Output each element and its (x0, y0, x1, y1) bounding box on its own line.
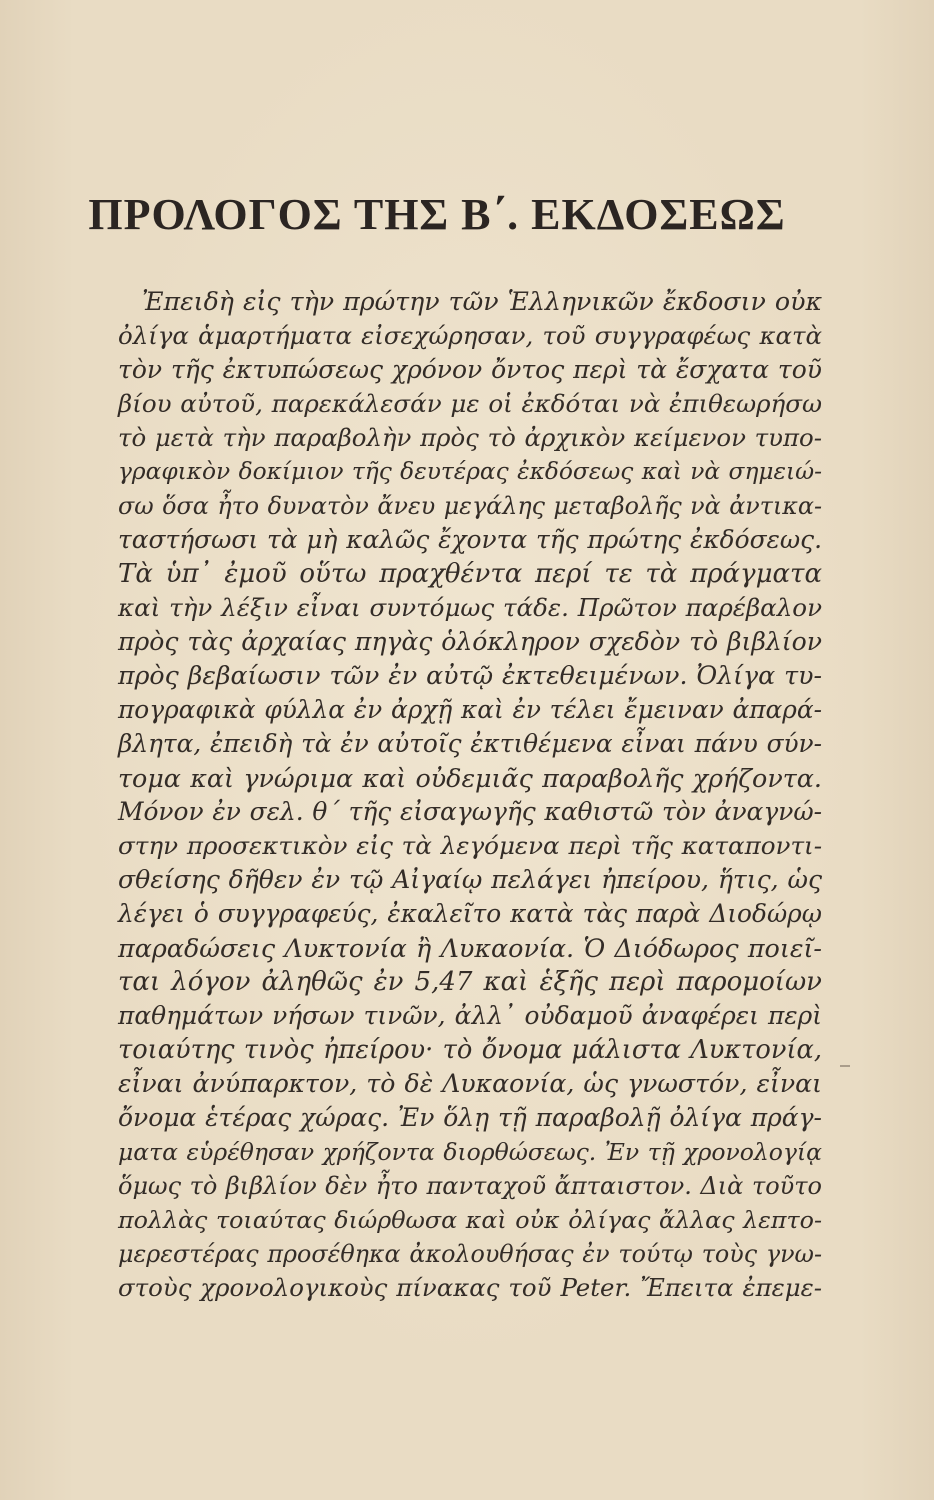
margin-mark (840, 1065, 850, 1067)
text-line: εἶναι ἀνύπαρκτον, τὸ δὲ Λυκαονία, ὡς γνωστόν, εἶναι (118, 1069, 822, 1098)
text-line: ταστήσωσι τὰ μὴ καλῶς ἔχοντα τῆς πρώτης ἐκδόσεως. (118, 525, 822, 554)
text-line: ὄνομα ἑτέρας χώρας. Ἐν ὅλῃ τῇ παραβολῇ ὀλίγα πράγ- (118, 1103, 822, 1132)
text-line: τὸ μετὰ τὴν παραβολὴν πρὸς τὸ ἀρχικὸν κείμενον τυπο- (118, 423, 822, 452)
text-line: ματα εὑρέθησαν χρήζοντα διορθώσεως. Ἐν τῇ χρονολογίᾳ (118, 1138, 822, 1166)
text-line: σθείσης δῆθεν ἐν τῷ Αἰγαίῳ πελάγει ἠπείρου, ἥτις, ὡς (118, 865, 822, 894)
text-line: πρὸς βεβαίωσιν τῶν ἐν αὐτῷ ἐκτεθειμένων. Ὀλίγα τυ- (118, 661, 822, 690)
text-line: πογραφικὰ φύλλα ἐν ἀρχῇ καὶ ἐν τέλει ἔμειναν ἀπαρά- (118, 695, 822, 724)
text-line: γραφικὸν δοκίμιον τῆς δευτέρας ἐκδόσεως καὶ νὰ σημειώ- (118, 458, 822, 485)
text-line: τὸν τῆς ἐκτυπώσεως χρόνον ὄντος περὶ τὰ ἔσχατα τοῦ (118, 355, 822, 384)
text-line: βίου αὐτοῦ, παρεκάλεσάν με οἱ ἐκδόται νὰ ἐπιθεωρήσω (118, 389, 822, 418)
text-line: τομα καὶ γνώριμα καὶ οὐδεμιᾶς παραβολῆς χρήζοντα. (118, 763, 822, 793)
text-line: Μόνον ἐν σελ. θ΄ τῆς εἰσαγωγῆς καθιστῶ τὸν ἀναγνώ- (118, 797, 822, 826)
text-line: καὶ τὴν λέξιν εἶναι συντόμως τάδε. Πρῶτον παρέβαλον (118, 593, 822, 622)
text-line: μερεστέρας προσέθηκα ἀκολουθήσας ἐν τούτῳ τοὺς γνω- (118, 1240, 822, 1268)
text-line: Τὰ ὑπ᾿ ἐμοῦ οὕτω πραχθέντα περί τε τὰ πράγματα (118, 559, 822, 589)
text-line: ὅμως τὸ βιβλίον δὲν ἦτο πανταχοῦ ἄπταιστον. Διὰ τοῦτο (118, 1172, 822, 1200)
text-line: παθημάτων νήσων τινῶν, ἀλλ᾿ οὐδαμοῦ ἀναφέρει περὶ (118, 1001, 822, 1030)
page-title: ΠΡΟΛΟΓΟΣ ΤΗΣ Β΄. ΕΚΔΟΣΕΩΣ (88, 190, 786, 240)
text-line: Ἐπειδὴ εἰς τὴν πρώτην τῶν Ἑλληνικῶν ἔκδοσιν οὐκ (142, 287, 822, 316)
text-line: πρὸς τὰς ἀρχαίας πηγὰς ὁλόκληρον σχεδὸν τὸ βιβλίον (118, 627, 822, 656)
text-line: τοιαύτης τινὸς ἠπείρου· τὸ ὄνομα μάλιστα Λυκτονία, (118, 1035, 822, 1065)
text-line: λέγει ὁ συγγραφεύς, ἐκαλεῖτο κατὰ τὰς παρὰ Διοδώρῳ (118, 899, 822, 928)
text-line: στην προσεκτικὸν εἰς τὰ λεγόμενα περὶ τῆς καταποντι- (118, 831, 822, 860)
text-line: παραδώσεις Λυκτονία ἢ Λυκαονία. Ὁ Διόδωρος ποιεῖ- (118, 933, 822, 963)
text-line: στοὺς χρονολογικοὺς πίνακας τοῦ Peter. Ἔπειτα ἐπεμε- (118, 1273, 822, 1302)
text-line: ται λόγον ἀληθῶς ἐν 5,47 καὶ ἑξῆς περὶ παρομοίων (118, 967, 822, 997)
text-line: πολλὰς τοιαύτας διώρθωσα καὶ οὐκ ὀλίγας ἄλλας λεπτο- (118, 1206, 822, 1234)
text-line: σω ὅσα ἦτο δυνατὸν ἄνευ μεγάλης μεταβολῆς νὰ ἀντικα- (118, 492, 822, 520)
text-line: ὀλίγα ἁμαρτήματα εἰσεχώρησαν, τοῦ συγγραφέως κατὰ (118, 321, 822, 350)
body-text (118, 285, 822, 1305)
text-line: βλητα, ἐπειδὴ τὰ ἐν αὐτοῖς ἐκτιθέμενα εἶναι πάνυ σύν- (118, 729, 822, 758)
